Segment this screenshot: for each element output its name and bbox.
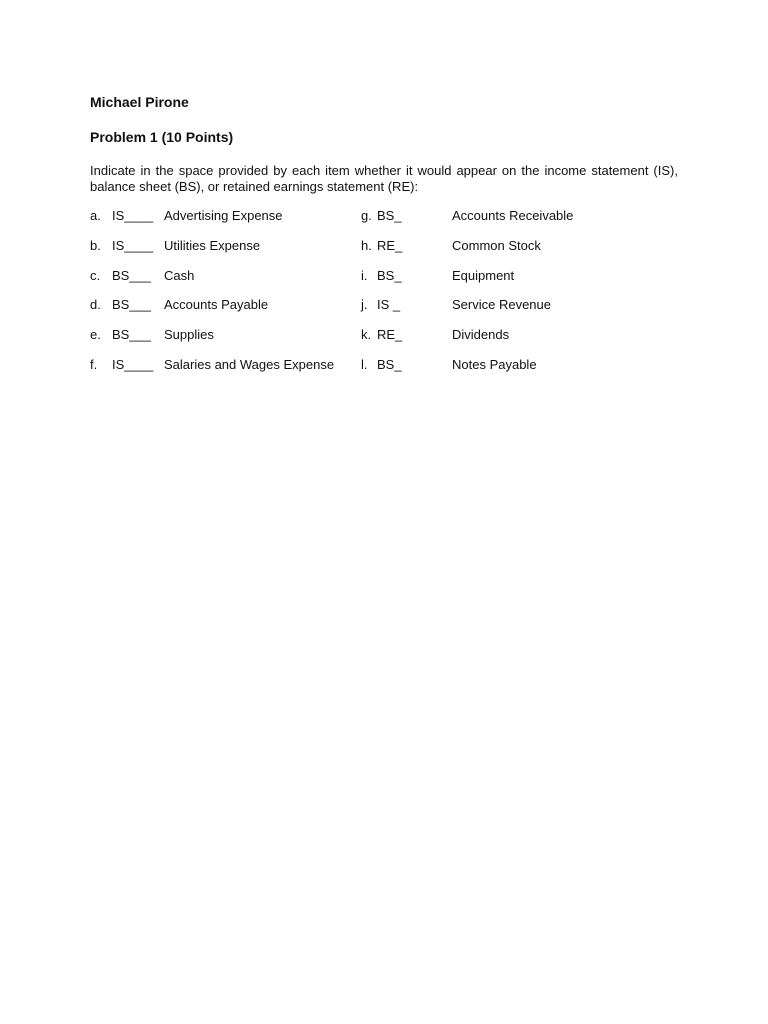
item-name: Salaries and Wages Expense (164, 357, 335, 372)
item-answer: IS____ (112, 357, 154, 372)
item-answer: RE_ (377, 238, 403, 253)
item-name: Service Revenue (452, 297, 551, 312)
item-answer: BS___ (112, 297, 152, 312)
item-name: Equipment (452, 268, 515, 283)
item-letter: l. (361, 357, 368, 372)
items-grid (90, 207, 690, 387)
instructions-text: Indicate in the space provided by each item whether it would appear on the income statement (IS), balance sheet (BS), or retained earnings statement (RE): (90, 163, 678, 194)
item-letter: b. (90, 238, 101, 253)
item-answer: IS____ (112, 208, 154, 223)
item-name: Advertising Expense (164, 208, 283, 223)
item-letter: j. (361, 297, 368, 312)
item-name: Dividends (452, 327, 510, 342)
item-name: Notes Payable (452, 357, 537, 372)
item-answer: IS____ (112, 238, 154, 253)
item-answer: BS_ (377, 357, 402, 372)
item-name: Common Stock (452, 238, 541, 253)
problem-title: Problem 1 (10 Points) (90, 129, 234, 145)
item-letter: d. (90, 297, 101, 312)
item-letter: a. (90, 208, 101, 223)
item-letter: g. (361, 208, 372, 223)
item-letter: k. (361, 327, 372, 342)
item-answer: BS___ (112, 268, 152, 283)
item-letter: i. (361, 268, 368, 283)
item-answer: BS_ (377, 208, 402, 223)
item-name: Accounts Payable (164, 297, 269, 312)
item-letter: c. (90, 268, 101, 283)
item-answer: BS_ (377, 268, 402, 283)
item-letter: f. (90, 357, 98, 372)
item-name: Utilities Expense (164, 238, 261, 253)
item-answer: RE_ (377, 327, 403, 342)
item-letter: e. (90, 327, 101, 342)
item-name: Accounts Receivable (452, 208, 574, 223)
item-letter: h. (361, 238, 372, 253)
author-name: Michael Pirone (90, 94, 189, 110)
item-answer: BS___ (112, 327, 152, 342)
item-answer: IS _ (377, 297, 401, 312)
item-name: Cash (164, 268, 195, 283)
item-name: Supplies (164, 327, 214, 342)
